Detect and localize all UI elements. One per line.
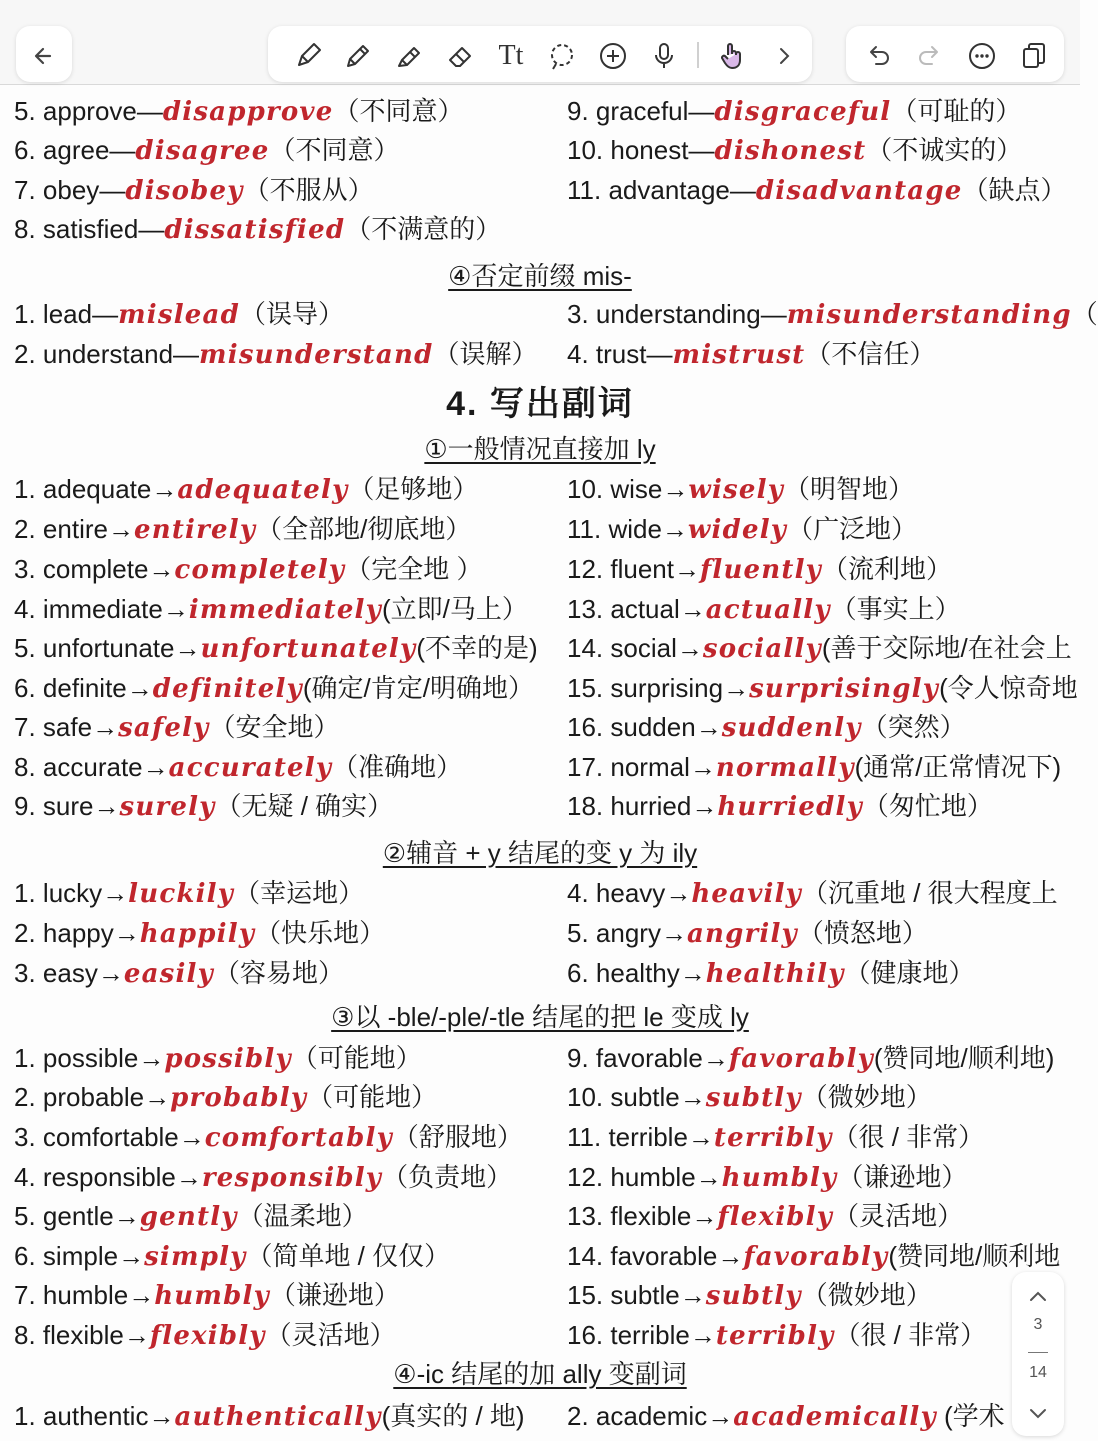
list-item: 1. adequate→adequately（足够地） bbox=[14, 474, 479, 505]
pages-icon[interactable] bbox=[1014, 36, 1054, 76]
section-title-mis: ④否定前缀 mis- bbox=[448, 261, 632, 291]
page-heading: 4. 写出副词 bbox=[446, 385, 634, 423]
list-item: 10. wise→wisely（明智地） bbox=[567, 474, 915, 505]
list-row bbox=[0, 294, 1098, 334]
list-item: 2. entire→entirely（全部地/彻底地） bbox=[14, 514, 472, 545]
list-item: 2. probable→probably（可能地） bbox=[14, 1082, 438, 1113]
list-row bbox=[0, 91, 1080, 131]
list-item: 4. responsible→responsibly（负责地） bbox=[14, 1162, 513, 1193]
list-item: 15. surprising→surprisingly(令人惊奇地 bbox=[567, 673, 1078, 704]
list-item: 11. terrible→terribly（很 / 非常） bbox=[567, 1122, 985, 1153]
list-row bbox=[0, 668, 1080, 708]
list-row bbox=[0, 707, 1080, 747]
list-item: 10. honest—dishonest（不诚实的） bbox=[567, 135, 1023, 166]
list-item: 11. wide→widely（广泛地） bbox=[567, 514, 918, 545]
list-item: 4. trust—mistrust（不信任） bbox=[567, 339, 936, 370]
list-item: 11. advantage—disadvantage（缺点） bbox=[567, 175, 1067, 206]
list-row bbox=[0, 1157, 1080, 1197]
list-row bbox=[0, 209, 1080, 249]
list-item: 9. graceful—disgraceful（可耻的） bbox=[567, 96, 1022, 127]
list-item: 7. obey—disobey（不服从） bbox=[14, 175, 374, 206]
add-icon[interactable] bbox=[593, 36, 633, 76]
list-item: 10. subtle→subtly（微妙地） bbox=[567, 1082, 932, 1113]
list-row bbox=[0, 469, 1080, 509]
list-row bbox=[0, 913, 1080, 953]
lasso-icon[interactable] bbox=[542, 36, 582, 76]
more-icon[interactable] bbox=[962, 36, 1002, 76]
page-divider bbox=[1028, 1352, 1048, 1353]
list-item: 3. understanding—misunderstanding（ bbox=[567, 299, 1098, 330]
microphone-icon[interactable] bbox=[644, 36, 684, 76]
list-row bbox=[0, 589, 1080, 629]
list-item: 6. agree—disagree（不同意） bbox=[14, 135, 400, 166]
section-title-ily: ②辅音 + y 结尾的变 y 为 ily bbox=[382, 838, 698, 868]
pen-icon[interactable] bbox=[288, 36, 328, 76]
list-row bbox=[0, 170, 1080, 210]
list-item: 2. understand—misunderstand（误解） bbox=[14, 339, 538, 370]
list-item: 18. hurried→hurriedly（匆忙地） bbox=[567, 791, 993, 822]
list-row bbox=[0, 873, 1080, 913]
list-row bbox=[0, 1315, 1080, 1355]
list-item: 16. sudden→suddenly（突然） bbox=[567, 712, 966, 743]
page-up-button[interactable] bbox=[1023, 1282, 1053, 1312]
list-item: 6. definite→definitely(确定/肯定/明确地） bbox=[14, 673, 534, 704]
list-item: 8. flexible→flexibly（灵活地） bbox=[14, 1320, 396, 1351]
list-row bbox=[0, 509, 1080, 549]
chevron-right-icon[interactable] bbox=[764, 36, 804, 76]
total-page-count: 14 bbox=[1029, 1364, 1047, 1381]
list-item: 5. unfortunate→unfortunately(不幸的是) bbox=[14, 633, 538, 664]
list-item: 16. terrible→terribly（很 / 非常） bbox=[567, 1320, 987, 1351]
section-title-ly: ①一般情况直接加 ly bbox=[424, 434, 656, 464]
list-item: 2. academic→academically (学术 bbox=[567, 1401, 1005, 1432]
page-down-button[interactable] bbox=[1023, 1398, 1053, 1428]
list-row bbox=[0, 1275, 1080, 1315]
section-title-le: ③以 -ble/-ple/-tle 结尾的把 le 变成 ly bbox=[331, 1002, 749, 1032]
list-row bbox=[0, 549, 1080, 589]
list-item: 5. approve—disapprove（不同意） bbox=[14, 96, 464, 127]
top-toolbar bbox=[0, 0, 1080, 85]
list-item: 1. lead—mislead（误导） bbox=[14, 299, 344, 330]
list-row bbox=[0, 334, 1080, 374]
list-row bbox=[0, 1196, 1080, 1236]
touch-hand-icon[interactable] bbox=[712, 36, 752, 76]
list-row bbox=[0, 953, 1080, 993]
list-item: 6. simple→simply（简单地 / 仅仅） bbox=[14, 1241, 451, 1272]
list-item: 4. immediate→immediately(立即/马上） bbox=[14, 594, 528, 625]
list-item: 15. subtle→subtly（微妙地） bbox=[567, 1280, 932, 1311]
text-tool-label: Tt bbox=[498, 40, 524, 71]
list-row bbox=[0, 1117, 1080, 1157]
list-item: 3. comfortable→comfortably（舒服地） bbox=[14, 1122, 523, 1153]
list-item: 12. fluent→fluently（流利地） bbox=[567, 554, 953, 585]
list-item: 14. social→socially(善于交际地/在社会上 bbox=[567, 633, 1072, 664]
list-item: 5. angry→angrily（愤怒地） bbox=[567, 918, 928, 949]
eraser-icon[interactable] bbox=[440, 36, 480, 76]
pencil-icon[interactable] bbox=[338, 36, 378, 76]
list-row bbox=[0, 747, 1080, 787]
undo-icon[interactable] bbox=[858, 36, 898, 76]
highlighter-icon[interactable] bbox=[389, 36, 429, 76]
list-row bbox=[0, 786, 1080, 826]
list-row bbox=[0, 628, 1080, 668]
list-item: 3. complete→completely（完全地 ） bbox=[14, 554, 483, 585]
list-row bbox=[0, 1077, 1080, 1117]
list-item: 7. safe→safely（安全地） bbox=[14, 712, 340, 743]
list-item: 5. gentle→gently（温柔地） bbox=[14, 1201, 368, 1232]
list-item: 17. normal→normally(通常/正常情况下) bbox=[567, 752, 1062, 783]
list-item: 12. humble→humbly（谦逊地） bbox=[567, 1162, 968, 1193]
list-row bbox=[0, 1396, 1080, 1436]
list-row bbox=[0, 130, 1080, 170]
section-title-ic: ④-ic 结尾的加 ally 变副词 bbox=[393, 1359, 687, 1389]
note-page bbox=[0, 84, 1098, 1440]
back-arrow-icon[interactable] bbox=[24, 36, 64, 76]
current-page-number: 3 bbox=[1033, 1316, 1043, 1333]
list-item: 8. accurate→accurately（准确地） bbox=[14, 752, 463, 783]
page-scroller bbox=[1012, 1272, 1064, 1436]
list-item: 8. satisfied—dissatisfied（不满意的） bbox=[14, 214, 502, 245]
list-item: 13. flexible→flexibly（灵活地） bbox=[567, 1201, 964, 1232]
list-item: 14. favorable→favorably(赞同地/顺利地 bbox=[567, 1241, 1061, 1272]
list-item: 3. easy→easily（容易地） bbox=[14, 958, 344, 989]
list-item: 1. authentic→authentically(真实的 / 地) bbox=[14, 1401, 525, 1432]
text-tool-icon[interactable] bbox=[491, 36, 531, 76]
list-item: 6. healthy→healthily（健康地） bbox=[567, 958, 975, 989]
list-item: 2. happy→happily（快乐地） bbox=[14, 918, 386, 949]
list-row bbox=[0, 1236, 1080, 1276]
list-item: 4. heavy→heavily（沉重地 / 很大程度上 bbox=[567, 878, 1058, 909]
list-item: 13. actual→actually（事实上） bbox=[567, 594, 961, 625]
list-item: 1. lucky→luckily（幸运地） bbox=[14, 878, 365, 909]
list-item: 9. sure→surely（无疑 / 确实） bbox=[14, 791, 394, 822]
list-item: 9. favorable→favorably(赞同地/顺利地) bbox=[567, 1043, 1055, 1074]
list-row bbox=[0, 1038, 1080, 1078]
list-item: 7. humble→humbly（谦逊地） bbox=[14, 1280, 400, 1311]
list-item: 1. possible→possibly（可能地） bbox=[14, 1043, 422, 1074]
toolbar-divider bbox=[697, 42, 699, 68]
redo-icon[interactable] bbox=[910, 36, 950, 76]
